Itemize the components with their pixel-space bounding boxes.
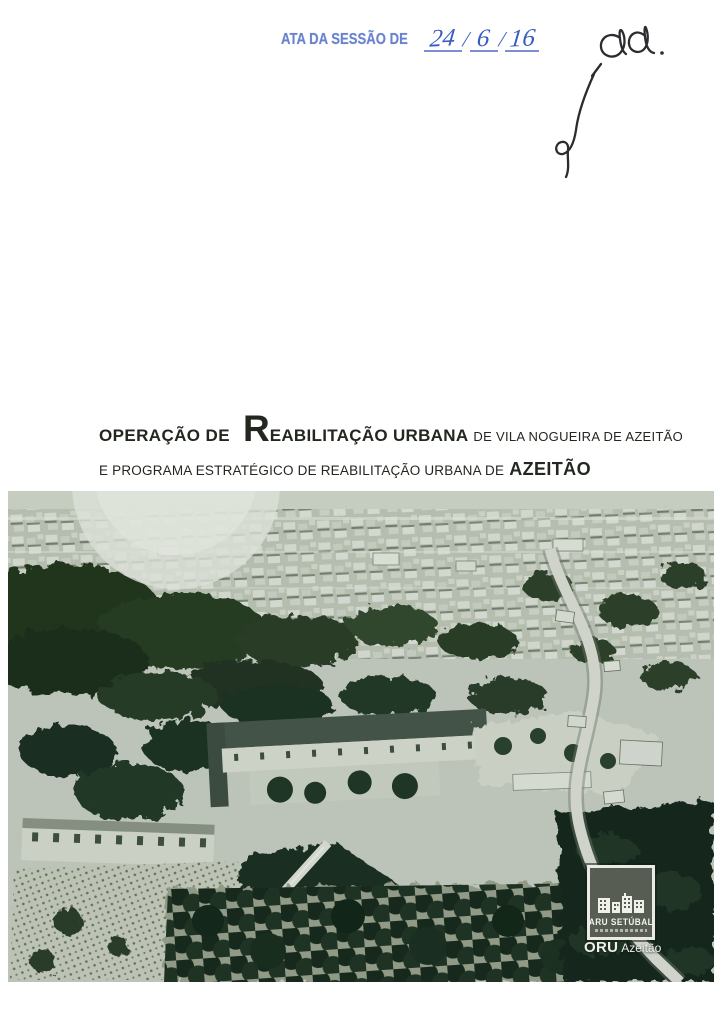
oru-caption [584,939,661,957]
aerial-photo-vila-nogueira-azeitao [8,491,714,982]
title-dropcap: R [242,408,270,449]
stamp-day-slot [424,24,462,53]
date-separator: / [461,26,470,52]
session-date-stamp [281,18,539,52]
title-line2-bold: AZEITÃO [509,459,591,479]
handwritten-annotation [545,16,675,181]
handwritten-year: 16 [508,24,537,53]
aru-setubal-logo [587,865,655,940]
title-line2-regular: E PROGRAMA ESTRATÉGICO DE REABILITAÇÃO URBANA DE [99,463,505,478]
handwritten-month: 6 [475,24,492,53]
buildings-icon [597,892,645,914]
title-line-2 [99,458,683,482]
stamp-year-slot [505,24,539,53]
date-separator: / [497,26,506,52]
stamp-month-slot [470,24,498,53]
aru-logo-subtitle-strip [595,929,647,932]
stamp-label: ATA DA SESSÃO DE [281,31,408,48]
oru-caption-bold: ORU [584,939,619,956]
title-bold-rest: EABILITAÇÃO URBANA [269,426,469,445]
handwritten-day: 24 [428,24,457,53]
report-title [99,408,684,482]
aru-logo-title: ARU SETÚBAL [588,917,654,927]
title-line-1 [99,408,684,454]
title-line1-regular: DE VILA NOGUEIRA DE AZEITÃO [473,429,684,444]
oru-caption-regular: Azeitão [621,941,662,955]
title-lead: OPERAÇÃO DE [99,426,230,445]
